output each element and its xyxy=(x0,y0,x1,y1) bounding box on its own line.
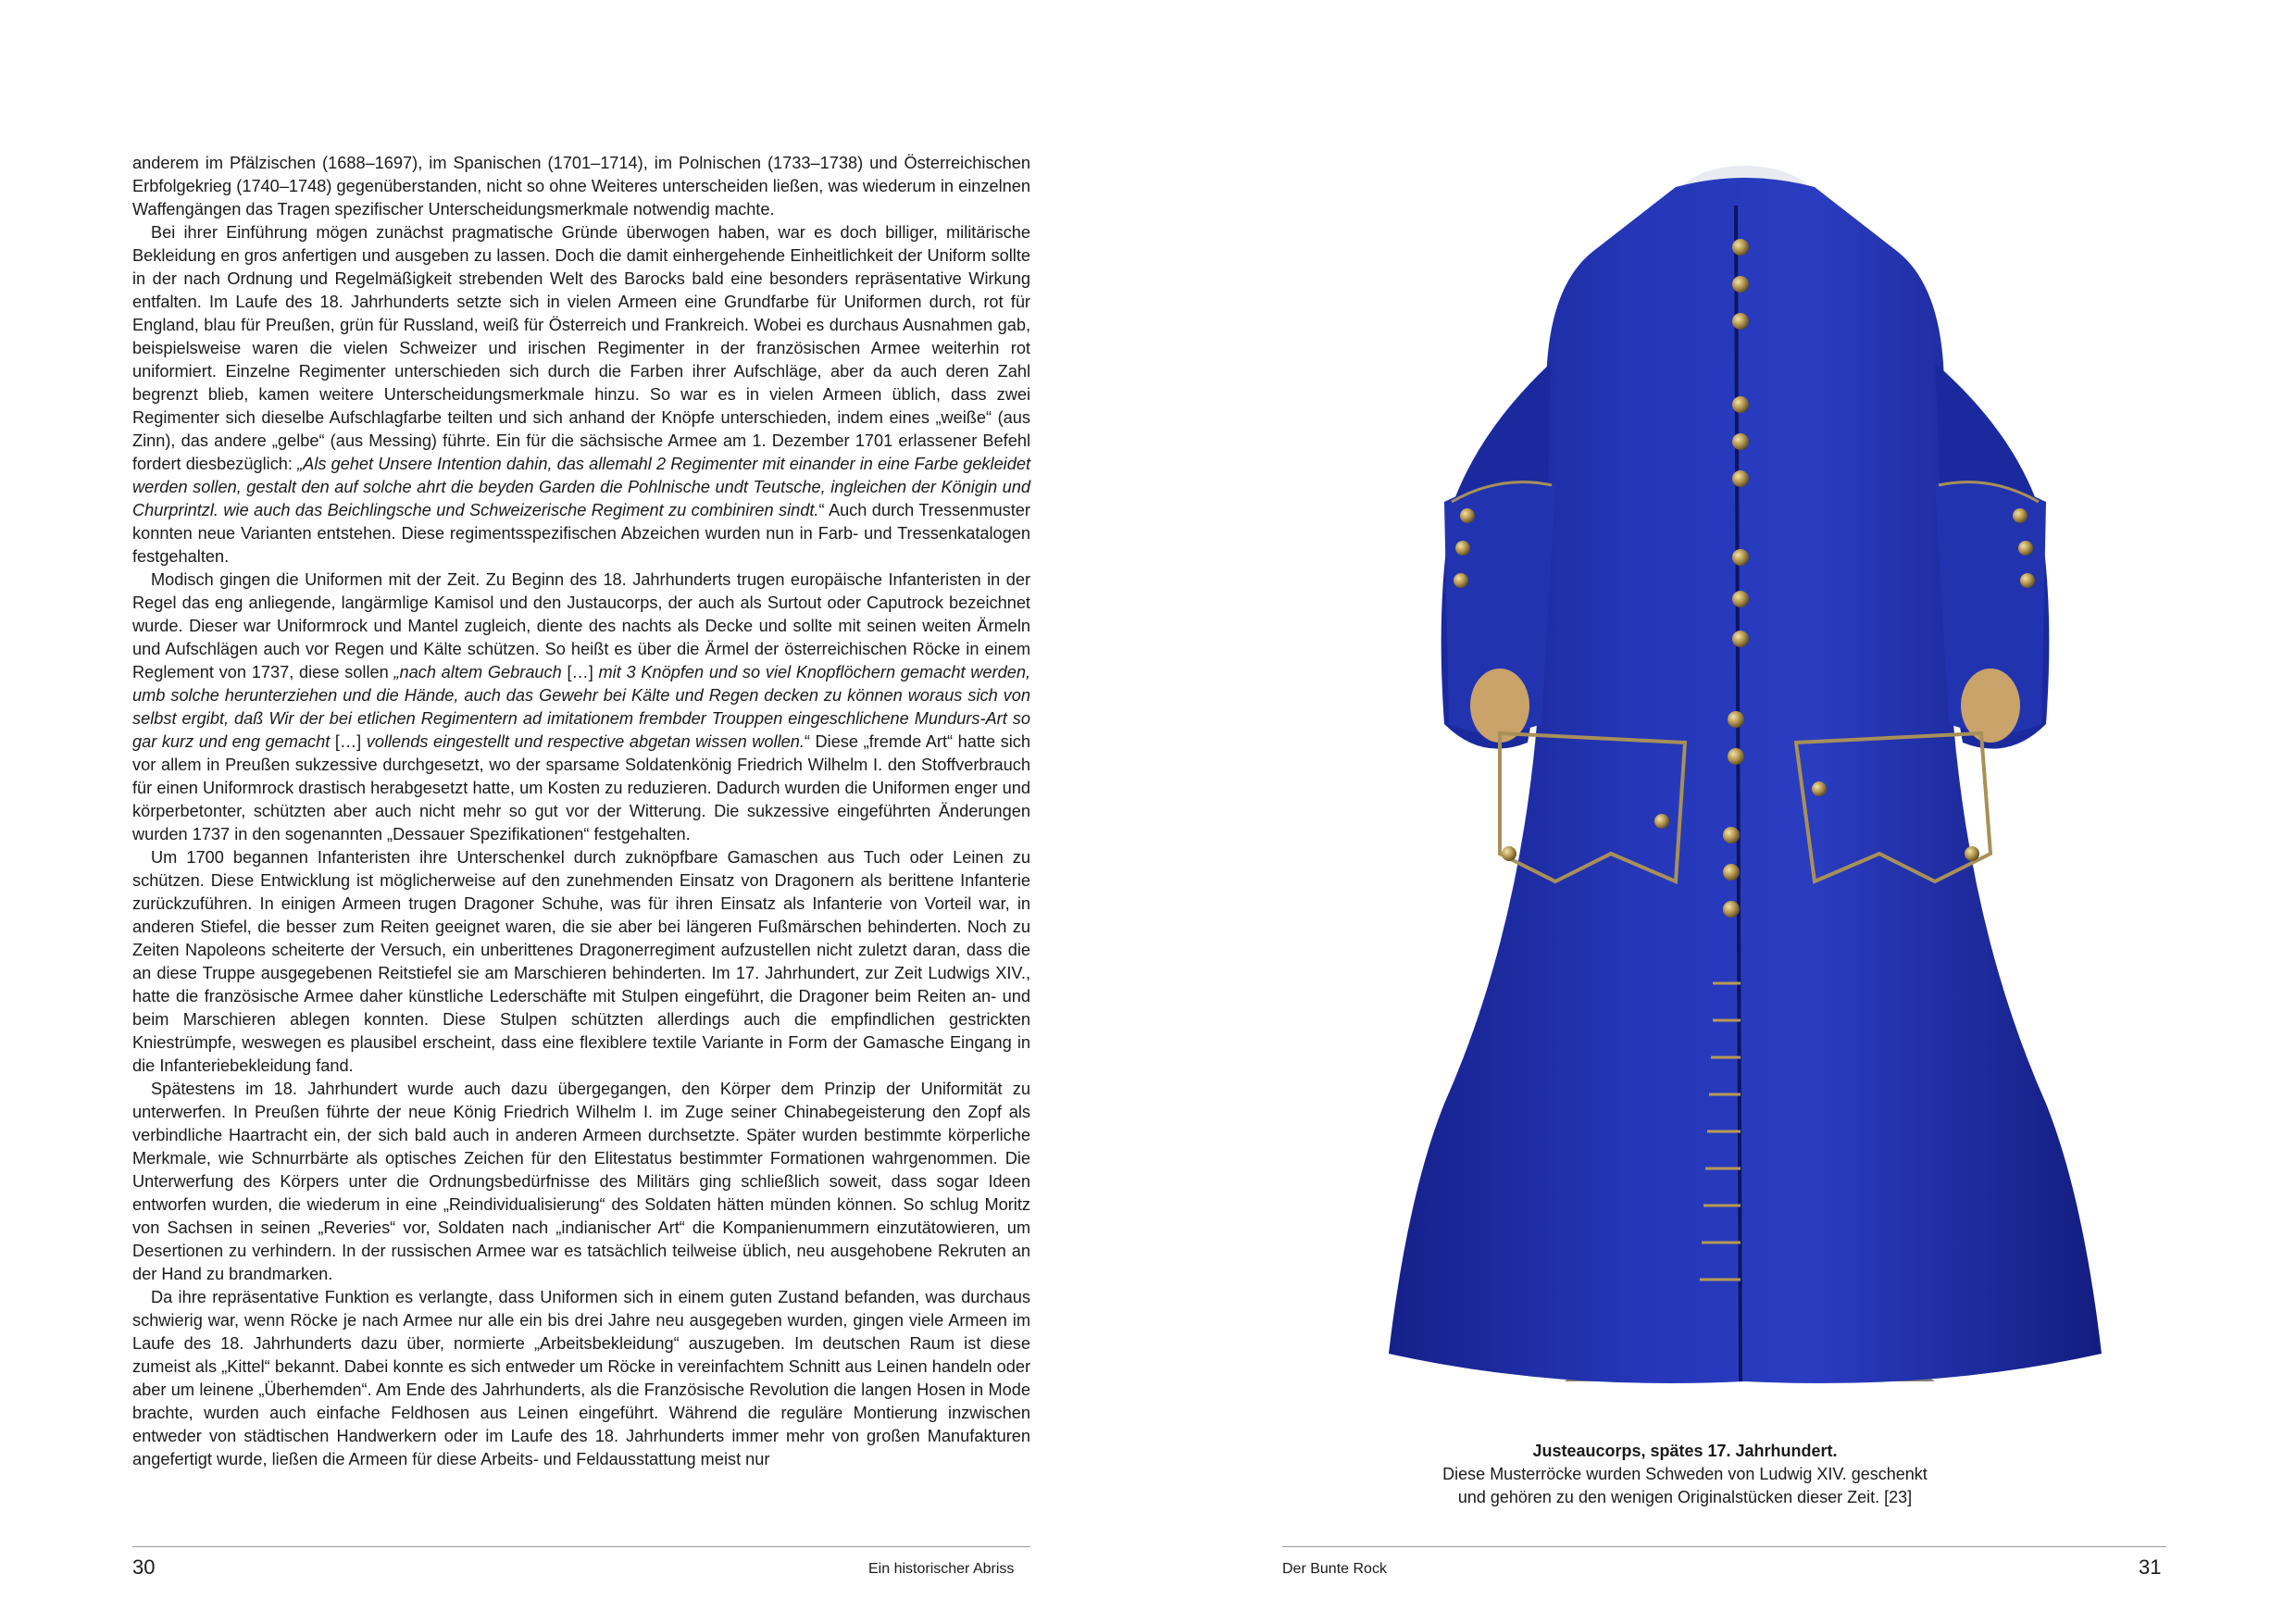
paragraph-text: “ Diese „fremde Art“ hatte sich vor allem in Preußen sukzessive durchgesetzt, wo der sparsame Soldatenkönig Friedrich Wilhelm I. den Stoffverbrauch für einen Uniformrock drastisch herabgesetzt hatte, um Kosten zu reduzieren. Dadurch wurden die Uniformen enger und körperbetonter, schützten aber auch nicht mehr so gut vor der Witterung. Die sukzessive eingeführten Änderungen wurden 1737 in den sogenannten „Dessauer Spezifikationen“ festgehalten. xyxy=(132,732,1030,843)
running-head-left: Ein historischer Abriss xyxy=(868,1561,1015,1577)
body-paragraph xyxy=(132,568,1030,846)
quoted-text: vollends eingestellt und respective abgetan wissen wollen. xyxy=(366,732,805,751)
running-head-right: Der Bunte Rock xyxy=(1282,1561,1387,1577)
caption-line-2: und gehören zu den wenigen Originalstücken dieser Zeit. [23] xyxy=(1457,1488,1913,1506)
caption-title: Justeaucorps, spätes 17. Jahrhundert. xyxy=(1532,1442,1838,1460)
paragraph-text: Spätestens im 18. Jahrhundert wurde auch dazu übergegangen, den Körper dem Prinzip der Uniformität zu unterwerfen. In Preußen führte der neue König Friedrich Wilhelm I. im Zuge seiner Chinabegeisterung den Zopf als verbindliche Haartracht ein, der sich bald auch in anderen Armeen durchsetzte. Später wurden bestimmte körperliche Merkmale, wie Schnurrbärte als optisches Zeichen für den Elitestatus bestimmter Formationen wahrgenommen. Die Unterwerfung des Körpers unter die Ordnungsbedürfnisse des Militärs ging schließlich soweit, dass sogar Ideen entworfen wurden, die wiederum in eine „Reindividualisierung“ des Soldaten hätten münden können. So schlug Moritz von Sachsen in seinen „Reveries“ vor, Soldaten nach „indianischer Art“ die Kompanienummern einzutätowieren, um Desertionen zu verhindern. In der russischen Armee war es tatsächlich teilweise üblich, neu ausgehobene Rekruten an der Hand zu brandmarken. xyxy=(132,1080,1030,1283)
body-paragraph xyxy=(132,1286,1030,1471)
quoted-text: „Als gehet Unsere Intention dahin, das allemahl 2 Regimenter mit einander in eine Farbe gekleidet werden sollen, gestalt den auf solche ahrt die beyden Garden die Pohlnische undt Teutsche, ingleichen der Königin und Churprintzl. wie auch das Beichlingsche und Schweizerische Regiment zu combiniren sindt. xyxy=(132,455,1031,519)
quoted-text: mit 3 Knöpfen und so viel Knopflöchern gemacht werden, umb solche herunterziehen und die Hände, auch das Gewehr bei Kälte und Regen decken zu können woraus sich von selbst ergibt, daß Wir der bei etlichen Regimentern ad imitationem frembder Trouppen eingeschlichene Mundurs-Art so gar kurz und eng gemacht xyxy=(132,663,1030,751)
paragraph-text: Um 1700 begannen Infanteristen ihre Unterschenkel durch zuknöpfbare Gamaschen aus Tuch oder Leinen zu schützen. Diese Entwicklung ist möglicherweise auf den zunehmenden Einsatz von Dragonern als berittene Infanterie zurückzuführen. In einigen Armeen trugen Dragoner Schuhe, was für ihren Einsatz als Infanterie von Vorteil war, in anderen Stiefel, die besser zum Reiten geeignet waren, die sie aber bei längeren Fußmärschen behinderten. Noch zu Zeiten Napoleons scheiterte der Versuch, ein unberittenes Dragonerregiment aufzustellen nicht zuletzt daran, dass die an diese Truppe ausgegebenen Reitstiefel sie am Marschieren behinderten. Im 17. Jahrhundert, zur Zeit Ludwigs XIV., hatte die französische Armee daher künstliche Lederschäfte mit Stulpen eingeführt, die Dragoner beim Reiten an- und beim Marschieren ablegen konnten. Diese Stulpen schützten allerdings auch die empfindlichen gestrickten Kniestrümpfe, weswegen es plausibel erscheint, dass eine flexiblere textile Variante in Form der Gamasche Eingang in die Infanteriebekleidung fand. xyxy=(132,848,1030,1075)
paragraph-text: “ Auch durch Tressenmuster konnten neue Varianten entstehen. Diese regimentsspezifischen Abzeichen wurden nun in Farb- und Tressenkatalogen festgehalten. xyxy=(132,501,1030,566)
page-number-left: 30 xyxy=(132,1555,156,1579)
quoted-text: „nach altem Gebrauch xyxy=(393,663,562,681)
paragraph-text: […] xyxy=(561,663,599,681)
body-paragraph xyxy=(132,1078,1030,1286)
footer-rule xyxy=(132,1546,1030,1547)
paragraph-text: Bei ihrer Einführung mögen zunächst pragmatische Gründe überwogen haben, war es doch billiger, militärische Bekleidung en gros anfertigen und ausgeben zu lassen. Doch die damit einhergehende Einheitlichkeit der Uniform sollte in der nach Ordnung und Regelmäßigkeit strebenden Welt des Barocks bald eine besonders repräsentative Wirkung entfalten. Im Laufe des 18. Jahrhunderts setzte sich in vielen Armeen eine Grundfarbe für Uniformen durch, rot für England, blau für Preußen, grün für Russland, weiß für Österreich und Frankreich. Wobei es durchaus Ausnahmen gab, beispielsweise waren die vielen Schweizer und irischen Regimenter in der französischen Armee weiterhin rot uniformiert. Einzelne Regimenter unterschieden sich durch die Farben ihrer Aufschläge, aber da auch deren Zahl begrenzt blieb, kamen weitere Unterscheidungsmerkmale hinzu. So war es in vielen Armeen üblich, dass zwei Regimenter sich dieselbe Aufschlagfarbe teilten und sich anhand der Knöpfe unterschieden, indem eines „weiße“ (aus Zinn), das andere „gelbe“ (aus Messing) führte. Ein für die sächsische Armee am 1. Dezember 1701 erlassener Befehl fordert diesbezüglich: xyxy=(132,223,1030,473)
right-page xyxy=(1148,0,2296,1624)
paragraph-text: Modisch gingen die Uniformen mit der Zeit. Zu Beginn des 18. Jahrhunderts trugen europäische Infanteristen in der Regel das eng anliegende, langärmlige Kamisol und den Justaucorps, der auch als Surtout oder Caputrock bezeichnet wurde. Dieser war Uniformrock und Mantel zugleich, diente des nachts als Decke und sollte mit seinen weiten Ärmeln und Aufschlägen auch vor Regen und Kälte schützen. So heißt es über die Ärmel der österreichischen Röcke in einem Reglement von 1737, diese sollen xyxy=(132,570,1030,681)
paragraph-text: Da ihre repräsentative Funktion es verlangte, dass Uniformen sich in einem guten Zustand befanden, was durchaus schwierig war, wenn Röcke je nach Armee nur alle ein bis drei Jahre neu ausgegeben wurden, gingen viele Armeen im Laufe des 18. Jahrhunderts dazu über, normierte „Arbeitsbekleidung“ auszugeben. Im deutschen Raum ist diese zumeist als „Kittel“ bekannt. Dabei konnte es sich entweder um Röcke in vereinfachtem Schnitt aus Leinen handeln oder aber um leinene „Überhemden“. Am Ende des Jahrhunderts, als die Französische Revolution die langen Hosen in Mode brachte, wurden auch einfache Feldhosen aus Leinen eingeführt. Während die reguläre Montierung inzwischen entweder von städtischen Handwerkern oder im Laufe des 18. Jahrhunderts immer mehr von großen Manufakturen angefertigt wurde, ließen die Armeen für diese Arbeits- und Feldausstattung meist nur xyxy=(132,1288,1030,1468)
coat-photograph xyxy=(1379,150,2111,1400)
figure-caption xyxy=(1370,1440,2000,1509)
justaucorps-illustration xyxy=(1379,150,2111,1400)
paragraph-text: […] xyxy=(330,732,367,751)
caption-line-1: Diese Musterröcke wurden Schweden von Ludwig XIV. geschenkt xyxy=(1442,1465,1928,1483)
body-text xyxy=(132,152,1030,1471)
paragraph-text: anderem im Pfälzischen (1688–1697), im Spanischen (1701–1714), im Polnischen (1733–1738) und Österreichischen Erbfolgekrieg (1740–1748) gegenüberstanden, nicht so ohne Weiteres unterscheiden ließen, was wiederum in einzelnen Waffengängen das Tragen spezifischer Unterscheidungsmerkmale notwendig machte. xyxy=(132,154,1030,219)
body-paragraph xyxy=(132,846,1030,1078)
body-paragraph xyxy=(132,152,1030,221)
page-number-right: 31 xyxy=(2139,1555,2162,1579)
coat-body xyxy=(1389,178,2102,1383)
body-paragraph xyxy=(132,221,1030,568)
footer-rule xyxy=(1282,1546,2166,1547)
